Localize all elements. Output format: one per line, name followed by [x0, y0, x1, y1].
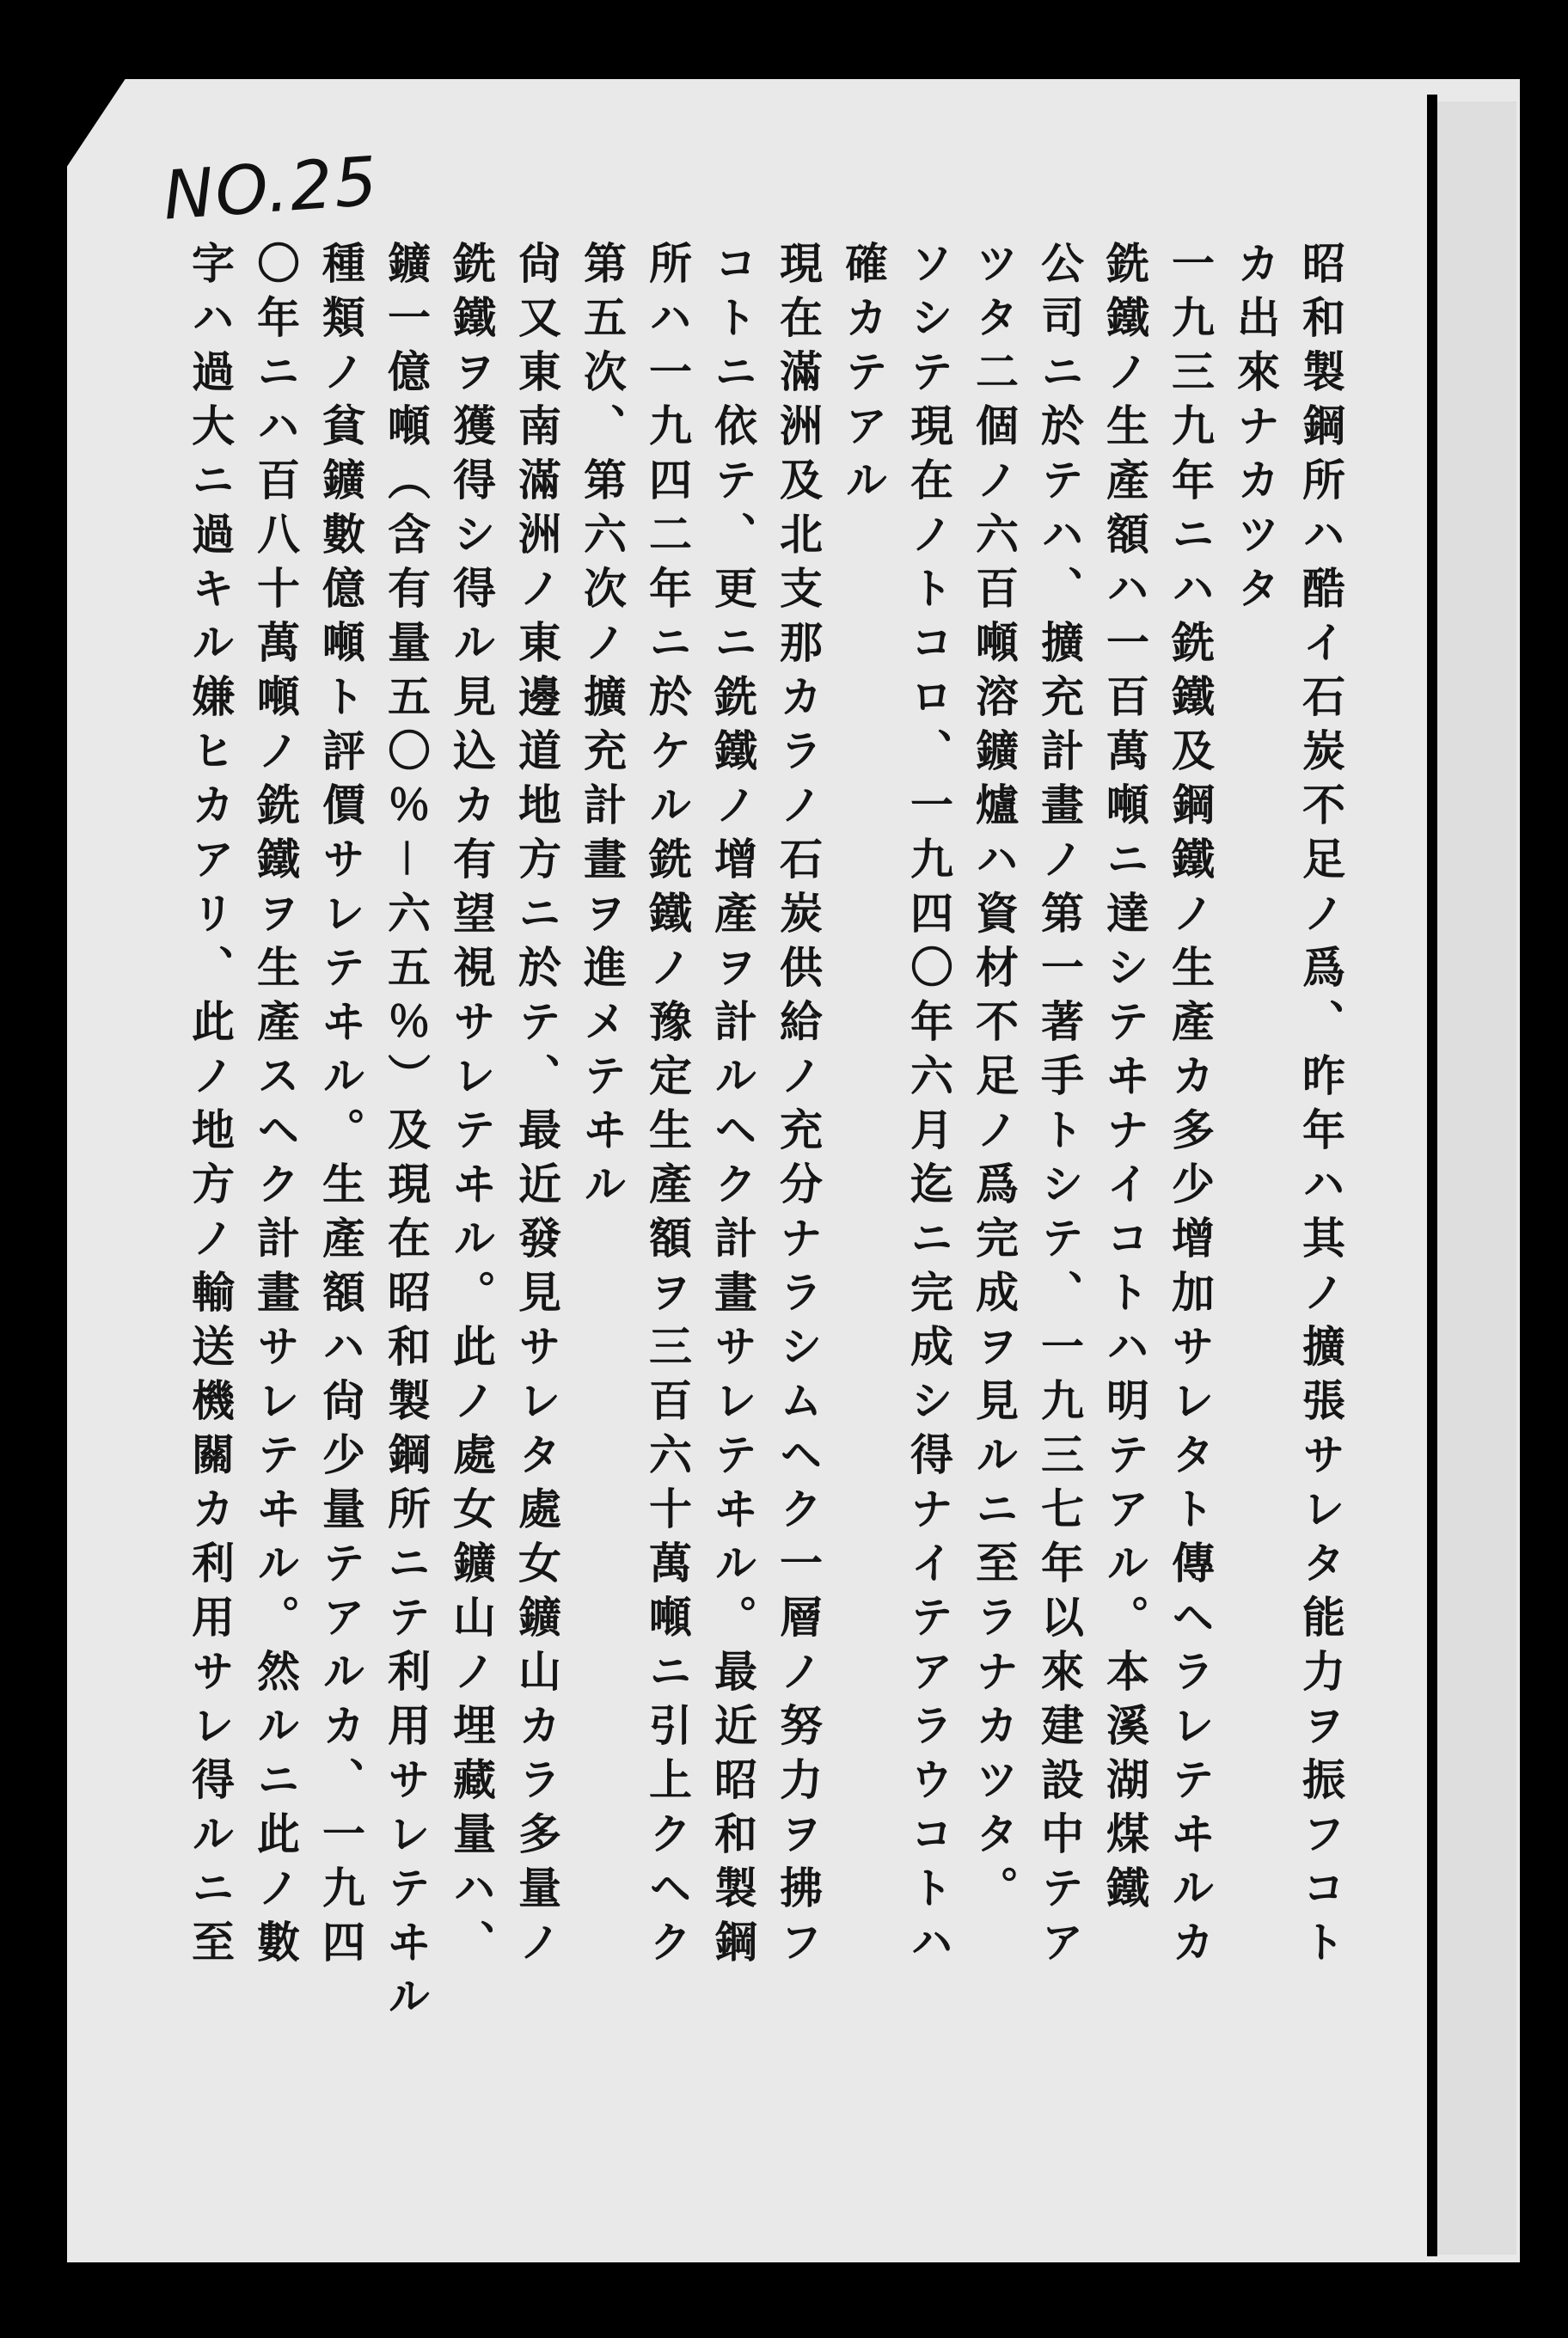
text-column: カ出來ナカツタ [1230, 241, 1281, 620]
text-column: 一九三九年ニハ銑鐵及鋼鐵ノ生產カ多少增加サレタト傳ヘラレテヰルカ [1165, 241, 1216, 1974]
vertical-text-body [177, 241, 1353, 2028]
page-fold-strip [1437, 101, 1516, 2255]
text-column: 現在滿洲及北支那カラノ石炭供給ノ充分ナラシムヘク一層ノ努力ヲ拂フ [773, 241, 824, 1974]
text-column: 公司ニ於テハ、擴充計畫ノ第一著手トシテ、一九三七年以來建設中テア [1034, 241, 1085, 1974]
text-column: 尙又東南滿洲ノ東邊道地方ニ於テ、最近發見サレタ處女鑛山カラ多量ノ [511, 241, 562, 1974]
text-column: 確カテアル [838, 241, 889, 511]
text-column: コトニ依テ、更ニ銑鐵ノ增產ヲ計ルヘク計畫サレテヰル。最近昭和製鋼 [707, 241, 758, 1974]
page-fold-line [1427, 95, 1437, 2256]
text-column: ツタ二個ノ六百噸溶鑛爐ハ資材不足ノ爲完成ヲ見ルニ至ラナカツタ。 [969, 241, 1020, 1919]
text-column: ソシテ現在ノトコロ、一九四〇年六月迄ニ完成シ得ナイテアラウコトハ [903, 241, 954, 1974]
text-column: 第五次、第六次ノ擴充計畫ヲ進メテヰル [577, 241, 628, 1215]
text-column: 銑鐵ヲ獲得シ得ル見込カ有望視サレテヰル。此ノ處女鑛山ノ埋藏量ハ、 [446, 241, 497, 1974]
text-column: 字ハ過大ニ過キル嫌ヒカアリ、此ノ地方ノ輸送機關カ利用サレ得ルニ至 [185, 241, 236, 1974]
document-number: NO.25 [161, 143, 382, 236]
text-column: 〇年ニハ百八十萬噸ノ銑鐵ヲ生產スヘク計畫サレテヰル。然ルニ此ノ數 [250, 241, 301, 1974]
text-column: 昭和製鋼所ハ酷イ石炭不足ノ爲、昨年ハ其ノ擴張サレタ能力ヲ振フコト [1295, 241, 1346, 1974]
text-column: 種類ノ貧鑛數億噸ト評價サレテヰル。生產額ハ尙少量テアルカ、一九四 [315, 241, 366, 1974]
text-column: 所ハ一九四二年ニ於ケル銑鐵ノ豫定生產額ヲ三百六十萬噸ニ引上クヘク [642, 241, 693, 1974]
text-column: 鑛一億噸（含有量五〇％－六五％）及現在昭和製鋼所ニテ利用サレテヰル [381, 241, 432, 2028]
text-column: 銑鐵ノ生產額ハ一百萬噸ニ達シテヰナイコトハ明テアル。本溪湖煤鐵 [1099, 241, 1150, 1919]
